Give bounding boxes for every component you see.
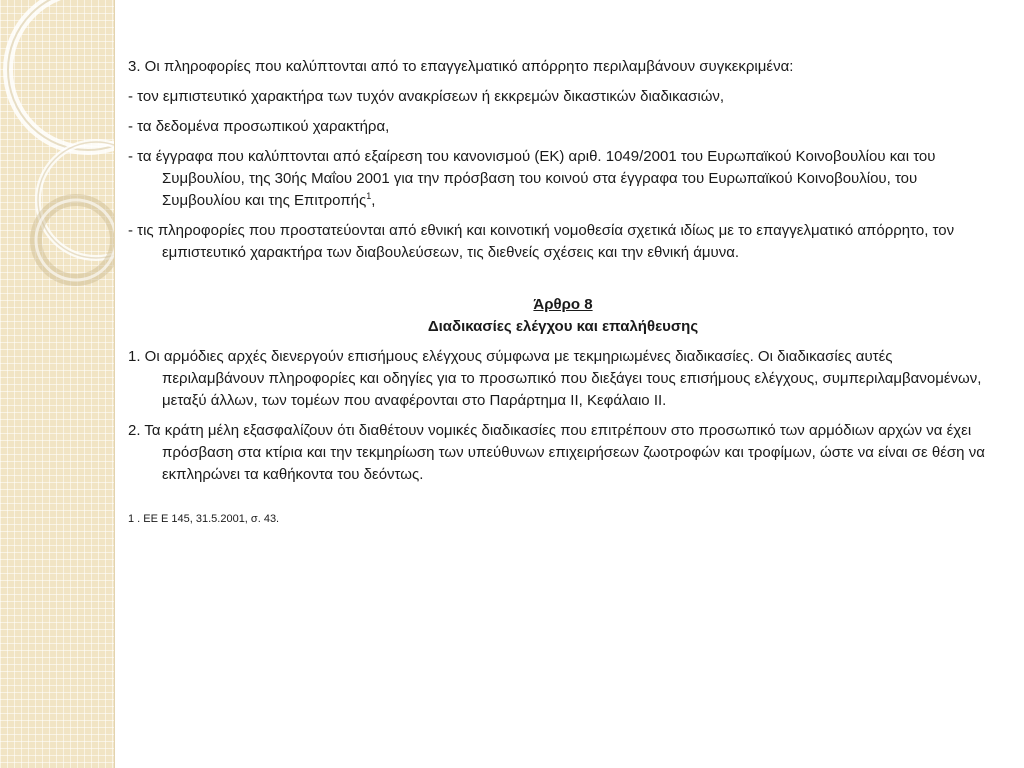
bullet-regulation-documents (128, 146, 998, 212)
decorative-side-band (0, 0, 115, 768)
bullet-regulation-documents-end: , (371, 192, 376, 209)
decorative-rings-graphic (0, 0, 114, 768)
bullet-protected-information: - τις πληροφορίες που προστατεύονται από εθνική και κοινοτική νομοθεσία σχετικά ιδίως με το επαγγελματικό απόρρητο, τον εμπιστευτικό χαρακτήρα των διαβουλεύσεων, τις διεθνείς σχέσεις και την εθνική άμυνα. (128, 222, 955, 261)
article8-paragraph-2: 2. Τα κράτη μέλη εξασφαλίζουν ότι διαθέτουν νομικές διαδικασίες που επιτρέπουν στο προσωπικό των αρμόδιων αρχών να έχει πρόσβαση στα κτίρια και την τεκμηρίωση των υπεύθυνων επιχειρήσεων ζωοτροφών και τροφίμων, ώστε να είναι σε θέση να εκπληρώνει τα καθήκοντα του δεόντως. (128, 422, 985, 483)
bullet-regulation-documents-text: - τα έγγραφα που καλύπτονται από εξαίρεση του κανονισμού (ΕΚ) αριθ. 1049/2001 του Ευρωπαϊκού Κοινοβουλίου και του Συμβουλίου, της 30ής Μαΐου 2001 για την πρόσβαση του κοινού στα έγγραφα του Ευρωπαϊκού Κοινοβουλίου, του Συμβουλίου και της Επιτροπής (128, 148, 936, 209)
article8-title: Διαδικασίες ελέγχου και επαλήθευσης (427, 318, 699, 335)
bullet-personal-data: - τα δεδομένα προσωπικού χαρακτήρα, (128, 118, 390, 135)
spacer (128, 264, 998, 294)
footnote-reference: 1 (366, 191, 372, 201)
article7-item3: 3. Οι πληροφορίες που καλύπτονται από το επαγγελματικό απόρρητο περιλαμβάνουν συγκεκριμένα: (128, 58, 794, 75)
bullet-confidential-investigations: - τον εμπιστευτικό χαρακτήρα των τυχόν ανακρίσεων ή εκκρεμών δικαστικών διαδικασιών, (128, 88, 725, 105)
article8-heading: Άρθρο 8 (533, 296, 593, 313)
slide-content (128, 56, 998, 526)
footnote: 1 . ΕΕ Ε 145, 31.5.2001, σ. 43. (128, 513, 280, 525)
article8-paragraph-1: 1. Οι αρμόδιες αρχές διενεργούν επισήμους ελέγχους σύμφωνα με τεκμηριωμένες διαδικασίες. Οι διαδικασίες αυτές περιλαμβάνουν πληροφορίες και οδηγίες για το προσωπικό που διεξάγει τους επισήμους ελέγχους, συμπεριλαμβανομένων, μεταξύ άλλων, των τομέων που αναφέρονται στο Παράρτημα ΙΙ, Κεφάλαιο ΙΙ. (128, 348, 982, 409)
